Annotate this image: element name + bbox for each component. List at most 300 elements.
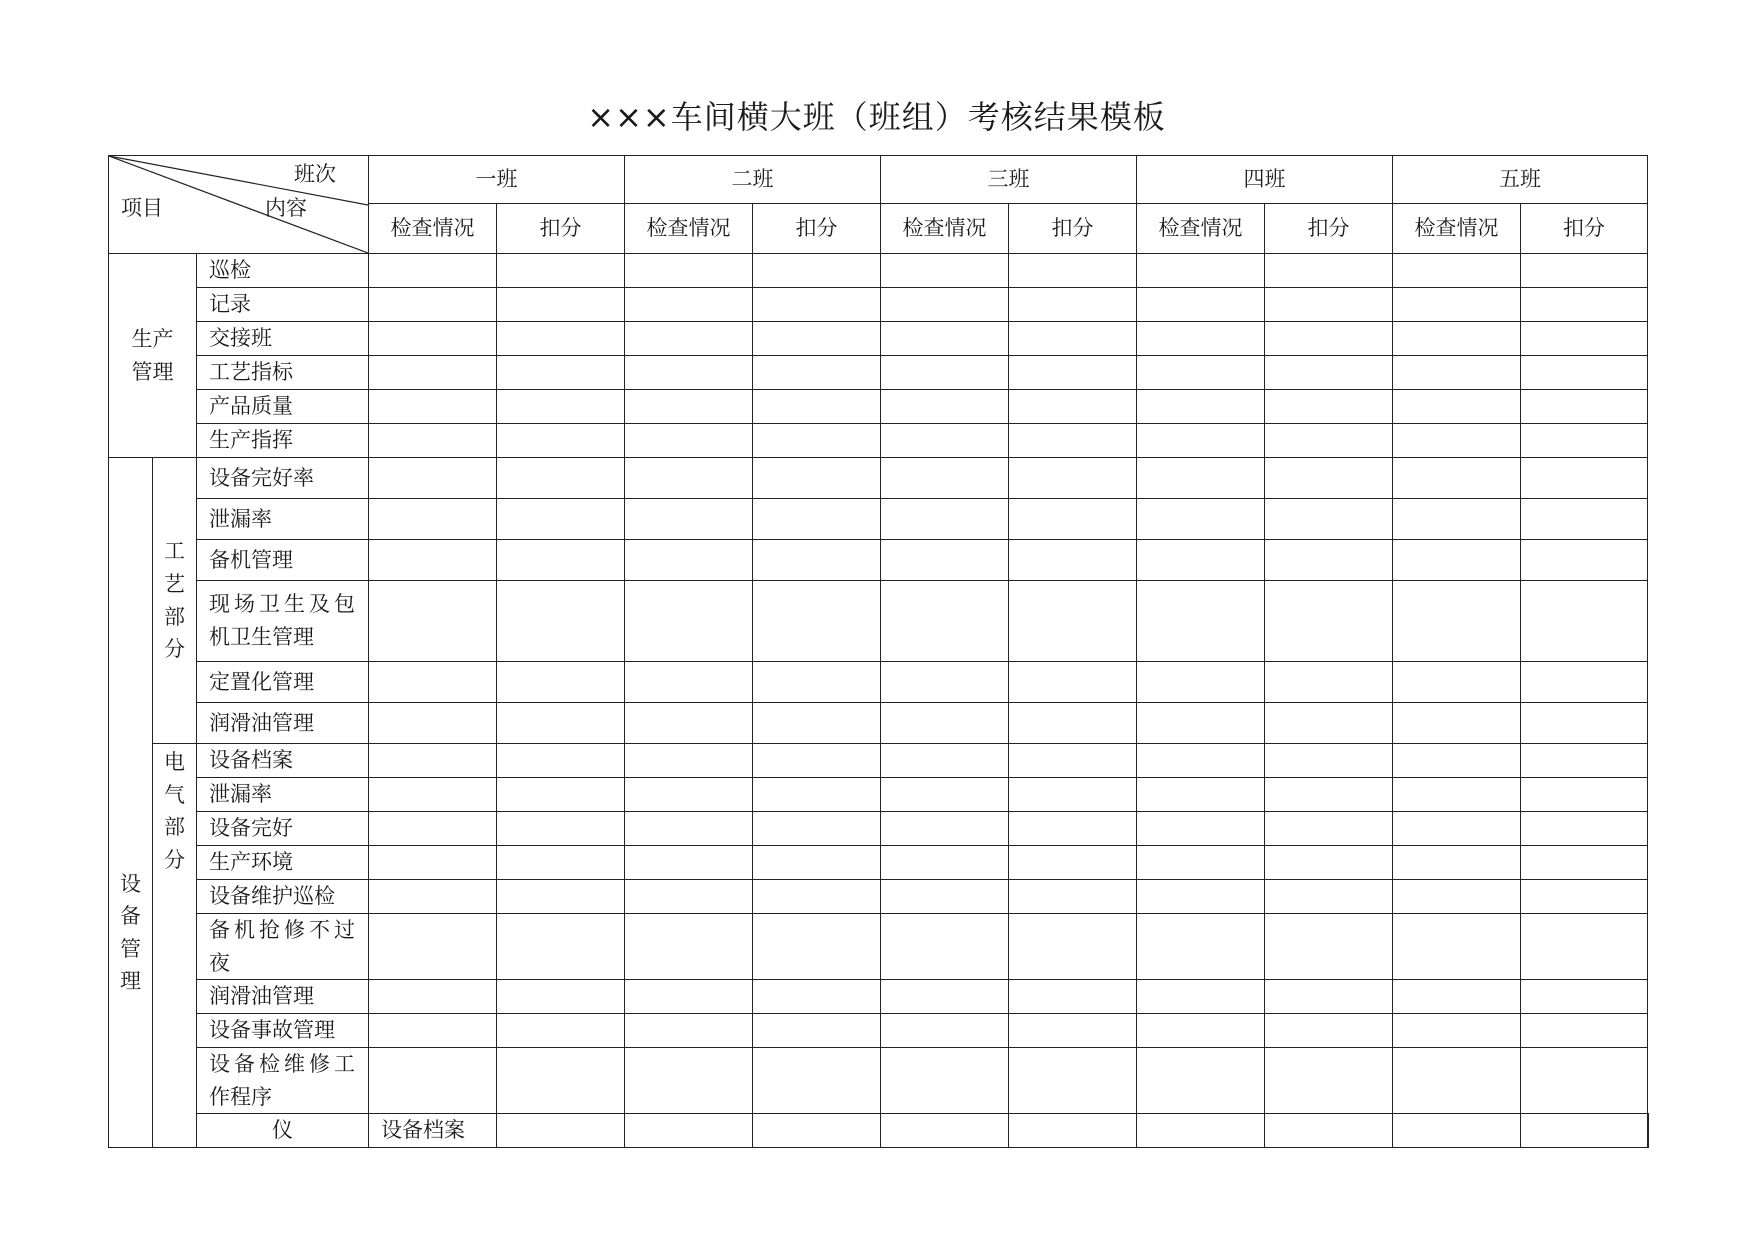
check-cell[interactable] bbox=[369, 812, 497, 846]
check-cell[interactable] bbox=[625, 744, 753, 778]
check-cell[interactable] bbox=[625, 662, 753, 703]
deduct-cell[interactable] bbox=[1521, 703, 1648, 744]
deduct-cell[interactable] bbox=[1521, 914, 1648, 980]
check-cell[interactable] bbox=[881, 499, 1009, 540]
check-cell[interactable] bbox=[1393, 540, 1521, 581]
item-label-line: 设备检维修工 bbox=[209, 1052, 359, 1077]
subsection-label-electric bbox=[153, 744, 197, 1148]
deduct-cell[interactable] bbox=[1009, 581, 1137, 662]
check-cell[interactable] bbox=[1137, 703, 1265, 744]
deduct-cell[interactable] bbox=[881, 1114, 1009, 1148]
shift-header-1: 一班 bbox=[369, 156, 625, 204]
item-label-line: 现场卫生及包 bbox=[209, 592, 359, 617]
deduct-cell[interactable] bbox=[497, 662, 625, 703]
deduct-cell[interactable] bbox=[1137, 1114, 1265, 1148]
deduct-cell[interactable] bbox=[497, 254, 625, 288]
deduct-cell[interactable] bbox=[753, 424, 881, 458]
check-cell[interactable] bbox=[625, 499, 753, 540]
deduct-cell[interactable] bbox=[1009, 288, 1137, 322]
check-cell[interactable] bbox=[369, 914, 497, 980]
check-cell[interactable] bbox=[881, 540, 1009, 581]
check-cell[interactable] bbox=[1137, 322, 1265, 356]
deduct-cell[interactable] bbox=[497, 499, 625, 540]
check-cell[interactable] bbox=[625, 356, 753, 390]
deduct-cell[interactable] bbox=[1265, 880, 1393, 914]
deduct-cell[interactable] bbox=[1009, 778, 1137, 812]
table-row bbox=[109, 254, 1649, 288]
deduct-cell[interactable] bbox=[497, 458, 625, 499]
deduct-cell[interactable] bbox=[1009, 703, 1137, 744]
check-cell[interactable] bbox=[369, 846, 497, 880]
check-cell[interactable] bbox=[625, 914, 753, 980]
check-cell[interactable] bbox=[1137, 581, 1265, 662]
deduct-cell[interactable] bbox=[497, 424, 625, 458]
table-row bbox=[109, 812, 1649, 846]
check-cell[interactable] bbox=[1393, 812, 1521, 846]
deduct-cell[interactable] bbox=[753, 390, 881, 424]
check-cell[interactable] bbox=[753, 1114, 881, 1148]
table-row bbox=[109, 1048, 1649, 1114]
deduct-cell[interactable] bbox=[1009, 499, 1137, 540]
deduct-cell[interactable] bbox=[753, 356, 881, 390]
deduct-cell[interactable] bbox=[1265, 914, 1393, 980]
check-cell[interactable] bbox=[1393, 288, 1521, 322]
deduct-cell[interactable] bbox=[1009, 1048, 1137, 1114]
table-row bbox=[109, 980, 1649, 1014]
deduct-cell[interactable] bbox=[497, 703, 625, 744]
check-cell[interactable] bbox=[881, 662, 1009, 703]
check-cell[interactable] bbox=[625, 1048, 753, 1114]
deduct-cell[interactable] bbox=[1009, 662, 1137, 703]
deduct-cell[interactable] bbox=[497, 540, 625, 581]
deduct-cell[interactable] bbox=[753, 880, 881, 914]
check-cell[interactable] bbox=[1393, 581, 1521, 662]
check-cell[interactable] bbox=[881, 846, 1009, 880]
item-label: 设备事故管理 bbox=[197, 1014, 369, 1048]
check-cell[interactable] bbox=[625, 254, 753, 288]
shift-header-3: 三班 bbox=[881, 156, 1137, 204]
check-cell[interactable] bbox=[369, 662, 497, 703]
check-cell[interactable] bbox=[1393, 914, 1521, 980]
header-row-shifts bbox=[109, 156, 1649, 204]
deduct-cell[interactable] bbox=[1009, 744, 1137, 778]
check-cell[interactable] bbox=[1393, 254, 1521, 288]
deduct-cell[interactable] bbox=[1265, 778, 1393, 812]
check-cell[interactable] bbox=[625, 581, 753, 662]
check-cell[interactable] bbox=[1521, 1114, 1648, 1148]
subsection-label-process bbox=[153, 458, 197, 744]
check-cell[interactable] bbox=[1137, 812, 1265, 846]
electric-label-char: 部 bbox=[164, 815, 185, 840]
deduct-cell[interactable] bbox=[753, 458, 881, 499]
deduct-cell[interactable] bbox=[497, 322, 625, 356]
check-cell[interactable] bbox=[1393, 1048, 1521, 1114]
check-cell[interactable] bbox=[1137, 499, 1265, 540]
check-cell[interactable] bbox=[497, 1114, 625, 1148]
deduct-cell[interactable] bbox=[497, 914, 625, 980]
table-row bbox=[109, 703, 1649, 744]
deduct-cell[interactable] bbox=[1009, 846, 1137, 880]
check-cell[interactable] bbox=[1393, 356, 1521, 390]
deduct-cell[interactable] bbox=[1521, 662, 1648, 703]
check-cell[interactable] bbox=[881, 880, 1009, 914]
table-row bbox=[109, 581, 1649, 662]
deduct-cell[interactable] bbox=[1009, 356, 1137, 390]
item-label: 定置化管理 bbox=[197, 662, 369, 703]
deduct-cell[interactable] bbox=[1009, 1014, 1137, 1048]
table-row bbox=[109, 288, 1649, 322]
deduct-cell[interactable] bbox=[753, 778, 881, 812]
deduct-cell[interactable] bbox=[1521, 499, 1648, 540]
item-label: 记录 bbox=[197, 288, 369, 322]
deduct-cell[interactable] bbox=[753, 914, 881, 980]
deduct-cell[interactable] bbox=[497, 812, 625, 846]
table-row bbox=[109, 1014, 1649, 1048]
deduct-cell[interactable] bbox=[1265, 581, 1393, 662]
section-label-equipment bbox=[109, 458, 153, 1148]
deduct-cell[interactable] bbox=[1009, 390, 1137, 424]
deduct-cell[interactable] bbox=[1521, 1014, 1648, 1048]
process-label-char: 分 bbox=[164, 637, 185, 662]
production-label-line2: 管理 bbox=[131, 359, 174, 384]
deduct-cell[interactable] bbox=[497, 1014, 625, 1048]
equipment-label-char: 管 bbox=[120, 936, 141, 961]
check-cell[interactable] bbox=[881, 254, 1009, 288]
deduct-cell[interactable] bbox=[753, 744, 881, 778]
deduct-cell[interactable] bbox=[1521, 288, 1648, 322]
deduct-cell[interactable] bbox=[497, 744, 625, 778]
deduct-cell[interactable] bbox=[1265, 703, 1393, 744]
check-cell[interactable] bbox=[881, 424, 1009, 458]
check-cell[interactable] bbox=[1393, 880, 1521, 914]
deduct-cell[interactable] bbox=[1521, 778, 1648, 812]
deduct-cell[interactable] bbox=[753, 322, 881, 356]
check-cell[interactable] bbox=[369, 499, 497, 540]
deduct-cell[interactable] bbox=[625, 1114, 753, 1148]
check-cell[interactable] bbox=[625, 1014, 753, 1048]
deduct-cell[interactable] bbox=[497, 778, 625, 812]
subcol-deduct-4: 扣分 bbox=[1265, 204, 1393, 254]
deduct-cell[interactable] bbox=[497, 880, 625, 914]
diagonal-label-shift: 班次 bbox=[294, 162, 337, 186]
subcol-deduct-2: 扣分 bbox=[753, 204, 881, 254]
check-cell[interactable] bbox=[625, 322, 753, 356]
deduct-cell[interactable] bbox=[497, 581, 625, 662]
deduct-cell[interactable] bbox=[1265, 254, 1393, 288]
check-cell[interactable] bbox=[881, 390, 1009, 424]
deduct-cell[interactable] bbox=[1009, 254, 1137, 288]
electric-label-char: 电 bbox=[164, 750, 185, 774]
item-label: 泄漏率 bbox=[197, 499, 369, 540]
electric-label-char: 分 bbox=[164, 847, 185, 872]
check-cell[interactable] bbox=[369, 880, 497, 914]
check-cell[interactable] bbox=[1137, 288, 1265, 322]
table-row bbox=[109, 778, 1649, 812]
deduct-cell[interactable] bbox=[753, 288, 881, 322]
deduct-cell[interactable] bbox=[1521, 846, 1648, 880]
deduct-cell[interactable] bbox=[753, 499, 881, 540]
check-cell[interactable] bbox=[881, 1014, 1009, 1048]
check-cell[interactable] bbox=[369, 778, 497, 812]
check-cell[interactable] bbox=[881, 288, 1009, 322]
check-cell[interactable] bbox=[1393, 1014, 1521, 1048]
subcol-check-1: 检查情况 bbox=[369, 204, 497, 254]
deduct-cell[interactable] bbox=[1521, 540, 1648, 581]
deduct-cell[interactable] bbox=[497, 980, 625, 1014]
check-cell[interactable] bbox=[625, 458, 753, 499]
check-cell[interactable] bbox=[369, 254, 497, 288]
deduct-cell[interactable] bbox=[1009, 458, 1137, 499]
check-cell[interactable] bbox=[625, 880, 753, 914]
item-label-procedure bbox=[197, 1048, 369, 1114]
subcol-deduct-5: 扣分 bbox=[1521, 204, 1648, 254]
check-cell[interactable] bbox=[881, 778, 1009, 812]
check-cell[interactable] bbox=[881, 914, 1009, 980]
check-cell[interactable] bbox=[369, 703, 497, 744]
equipment-label-char: 备 bbox=[120, 904, 141, 929]
deduct-cell[interactable] bbox=[497, 390, 625, 424]
check-cell[interactable] bbox=[625, 778, 753, 812]
deduct-cell[interactable] bbox=[1265, 424, 1393, 458]
deduct-cell[interactable] bbox=[753, 540, 881, 581]
deduct-cell[interactable] bbox=[1265, 1014, 1393, 1048]
deduct-cell[interactable] bbox=[1265, 980, 1393, 1014]
check-cell[interactable] bbox=[369, 424, 497, 458]
deduct-cell[interactable] bbox=[753, 254, 881, 288]
check-cell[interactable] bbox=[369, 390, 497, 424]
deduct-cell[interactable] bbox=[1521, 812, 1648, 846]
assessment-table bbox=[108, 155, 1649, 1148]
item-label: 生产环境 bbox=[197, 846, 369, 880]
check-cell[interactable] bbox=[1393, 703, 1521, 744]
deduct-cell[interactable] bbox=[1521, 744, 1648, 778]
deduct-cell[interactable] bbox=[1265, 540, 1393, 581]
check-cell[interactable] bbox=[369, 581, 497, 662]
deduct-cell[interactable] bbox=[497, 288, 625, 322]
deduct-cell[interactable] bbox=[1265, 744, 1393, 778]
check-cell[interactable] bbox=[1137, 914, 1265, 980]
check-cell[interactable] bbox=[1137, 744, 1265, 778]
table-row bbox=[109, 390, 1649, 424]
deduct-cell[interactable] bbox=[1009, 322, 1137, 356]
deduct-cell[interactable] bbox=[1521, 581, 1648, 662]
check-cell[interactable] bbox=[1137, 1048, 1265, 1114]
check-cell[interactable] bbox=[881, 458, 1009, 499]
check-cell[interactable] bbox=[369, 1048, 497, 1114]
check-cell[interactable] bbox=[881, 703, 1009, 744]
check-cell[interactable] bbox=[881, 1048, 1009, 1114]
subcol-deduct-3: 扣分 bbox=[1009, 204, 1137, 254]
item-label: 备机管理 bbox=[197, 540, 369, 581]
deduct-cell[interactable] bbox=[1521, 458, 1648, 499]
deduct-cell[interactable] bbox=[1521, 254, 1648, 288]
check-cell[interactable] bbox=[1393, 499, 1521, 540]
check-cell[interactable] bbox=[1137, 424, 1265, 458]
check-cell[interactable] bbox=[625, 980, 753, 1014]
deduct-cell[interactable] bbox=[753, 662, 881, 703]
subcol-check-4: 检查情况 bbox=[1137, 204, 1265, 254]
deduct-cell[interactable] bbox=[1265, 1048, 1393, 1114]
check-cell[interactable] bbox=[625, 540, 753, 581]
deduct-cell[interactable] bbox=[1009, 812, 1137, 846]
check-cell[interactable] bbox=[1393, 744, 1521, 778]
check-cell[interactable] bbox=[1137, 846, 1265, 880]
deduct-cell[interactable] bbox=[753, 980, 881, 1014]
deduct-cell[interactable] bbox=[1009, 424, 1137, 458]
check-cell[interactable] bbox=[1137, 540, 1265, 581]
item-label-line: 机卫生管理 bbox=[209, 625, 314, 649]
deduct-cell[interactable] bbox=[1265, 662, 1393, 703]
subcol-check-2: 检查情况 bbox=[625, 204, 753, 254]
check-cell[interactable] bbox=[1137, 254, 1265, 288]
check-cell[interactable] bbox=[1137, 1014, 1265, 1048]
item-label: 润滑油管理 bbox=[197, 980, 369, 1014]
table-row bbox=[109, 458, 1649, 499]
check-cell[interactable] bbox=[625, 812, 753, 846]
deduct-cell[interactable] bbox=[1009, 880, 1137, 914]
section-label-production bbox=[109, 254, 197, 458]
deduct-cell[interactable] bbox=[1265, 458, 1393, 499]
deduct-cell[interactable] bbox=[1265, 322, 1393, 356]
check-cell[interactable] bbox=[881, 744, 1009, 778]
deduct-cell[interactable] bbox=[753, 581, 881, 662]
deduct-cell[interactable] bbox=[1521, 980, 1648, 1014]
table-row bbox=[109, 880, 1649, 914]
check-cell[interactable] bbox=[369, 288, 497, 322]
deduct-cell[interactable] bbox=[1521, 880, 1648, 914]
process-label-char: 部 bbox=[164, 604, 185, 629]
diagonal-header-cell bbox=[109, 156, 369, 254]
item-label: 产品质量 bbox=[197, 390, 369, 424]
deduct-cell[interactable] bbox=[1521, 390, 1648, 424]
check-cell[interactable] bbox=[369, 458, 497, 499]
deduct-cell[interactable] bbox=[1521, 356, 1648, 390]
check-cell[interactable] bbox=[1393, 424, 1521, 458]
deduct-cell[interactable] bbox=[1009, 980, 1137, 1014]
item-label: 设备维护巡检 bbox=[197, 880, 369, 914]
deduct-cell[interactable] bbox=[1265, 499, 1393, 540]
check-cell[interactable] bbox=[625, 424, 753, 458]
check-cell[interactable] bbox=[369, 540, 497, 581]
check-cell[interactable] bbox=[1137, 356, 1265, 390]
check-cell[interactable] bbox=[369, 322, 497, 356]
item-label: 工艺指标 bbox=[197, 356, 369, 390]
check-cell[interactable] bbox=[1009, 1114, 1137, 1148]
check-cell[interactable] bbox=[625, 846, 753, 880]
item-label: 润滑油管理 bbox=[197, 703, 369, 744]
table-row bbox=[109, 499, 1649, 540]
item-label: 交接班 bbox=[197, 322, 369, 356]
deduct-cell[interactable] bbox=[753, 1048, 881, 1114]
deduct-cell[interactable] bbox=[1648, 1114, 1649, 1148]
item-label: 设备档案 bbox=[369, 1114, 497, 1148]
deduct-cell[interactable] bbox=[753, 812, 881, 846]
deduct-cell[interactable] bbox=[753, 1014, 881, 1048]
check-cell[interactable] bbox=[1393, 980, 1521, 1014]
deduct-cell[interactable] bbox=[1265, 812, 1393, 846]
check-cell[interactable] bbox=[881, 322, 1009, 356]
check-cell[interactable] bbox=[1137, 390, 1265, 424]
electric-label-char: 气 bbox=[164, 782, 185, 807]
deduct-cell[interactable] bbox=[497, 1048, 625, 1114]
deduct-cell[interactable] bbox=[753, 846, 881, 880]
item-label-line: 作程序 bbox=[209, 1084, 272, 1109]
check-cell[interactable] bbox=[1393, 846, 1521, 880]
check-cell[interactable] bbox=[1137, 880, 1265, 914]
table-row bbox=[109, 846, 1649, 880]
check-cell[interactable] bbox=[1393, 662, 1521, 703]
check-cell[interactable] bbox=[625, 703, 753, 744]
check-cell[interactable] bbox=[881, 356, 1009, 390]
shift-header-2: 二班 bbox=[625, 156, 881, 204]
check-cell[interactable] bbox=[1393, 778, 1521, 812]
table-row bbox=[109, 1114, 1649, 1148]
deduct-cell[interactable] bbox=[1393, 1114, 1521, 1148]
diagonal-label-content: 内容 bbox=[265, 196, 307, 220]
check-cell[interactable] bbox=[1265, 1114, 1393, 1148]
deduct-cell[interactable] bbox=[1265, 288, 1393, 322]
check-cell[interactable] bbox=[881, 980, 1009, 1014]
deduct-cell[interactable] bbox=[753, 703, 881, 744]
check-cell[interactable] bbox=[1137, 980, 1265, 1014]
table-row bbox=[109, 356, 1649, 390]
deduct-cell[interactable] bbox=[1521, 1048, 1648, 1114]
deduct-cell[interactable] bbox=[1265, 846, 1393, 880]
item-label-hygiene bbox=[197, 581, 369, 662]
deduct-cell[interactable] bbox=[1521, 424, 1648, 458]
deduct-cell[interactable] bbox=[497, 356, 625, 390]
check-cell[interactable] bbox=[1137, 778, 1265, 812]
process-label-char: 艺 bbox=[164, 571, 185, 596]
check-cell[interactable] bbox=[1393, 322, 1521, 356]
check-cell[interactable] bbox=[1393, 458, 1521, 499]
deduct-cell[interactable] bbox=[1265, 356, 1393, 390]
process-label-char: 工 bbox=[164, 539, 185, 564]
deduct-cell[interactable] bbox=[1009, 914, 1137, 980]
check-cell[interactable] bbox=[1137, 662, 1265, 703]
subcol-check-5: 检查情况 bbox=[1393, 204, 1521, 254]
table-row bbox=[109, 424, 1649, 458]
diagonal-label-item: 项目 bbox=[121, 196, 163, 220]
shift-header-4: 四班 bbox=[1137, 156, 1393, 204]
deduct-cell[interactable] bbox=[497, 846, 625, 880]
check-cell[interactable] bbox=[369, 356, 497, 390]
item-label-repair bbox=[197, 914, 369, 980]
check-cell[interactable] bbox=[369, 1014, 497, 1048]
deduct-cell[interactable] bbox=[1265, 390, 1393, 424]
check-cell[interactable] bbox=[1393, 390, 1521, 424]
subcol-deduct-1: 扣分 bbox=[497, 204, 625, 254]
subcol-check-3: 检查情况 bbox=[881, 204, 1009, 254]
table-row bbox=[109, 744, 1649, 778]
table-row bbox=[109, 914, 1649, 980]
check-cell[interactable] bbox=[625, 288, 753, 322]
deduct-cell[interactable] bbox=[1521, 322, 1648, 356]
deduct-cell[interactable] bbox=[1009, 540, 1137, 581]
shift-header-5: 五班 bbox=[1393, 156, 1648, 204]
item-label: 生产指挥 bbox=[197, 424, 369, 458]
check-cell[interactable] bbox=[881, 812, 1009, 846]
production-label-line1: 生产 bbox=[131, 326, 174, 351]
check-cell[interactable] bbox=[369, 744, 497, 778]
check-cell[interactable] bbox=[1137, 458, 1265, 499]
check-cell[interactable] bbox=[369, 980, 497, 1014]
check-cell[interactable] bbox=[625, 390, 753, 424]
item-label: 设备完好 bbox=[197, 812, 369, 846]
check-cell[interactable] bbox=[881, 581, 1009, 662]
item-label: 设备完好率 bbox=[197, 458, 369, 499]
equipment-label-char: 理 bbox=[120, 969, 141, 994]
